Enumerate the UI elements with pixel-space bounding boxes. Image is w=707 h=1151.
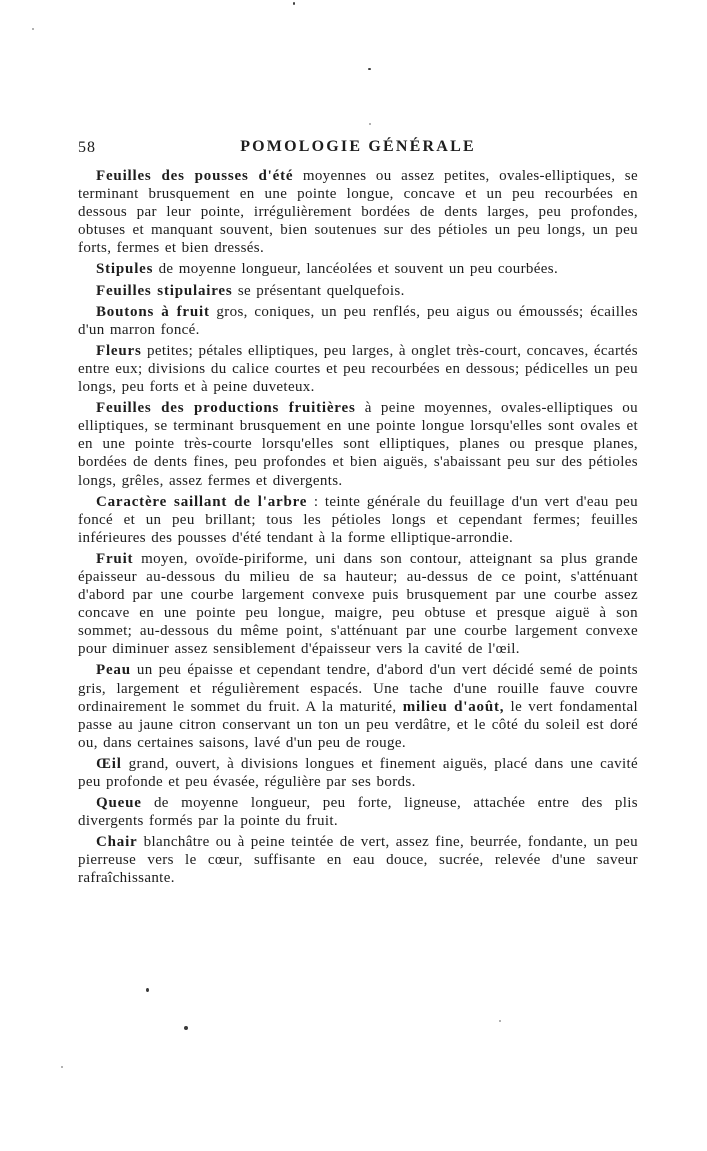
paragraph-lead: Feuilles stipulaires	[96, 282, 233, 299]
paragraph-text: de moyenne longueur, lancéolées et souvent un peu courbées.	[153, 261, 559, 278]
paragraph-text: grand, ouvert, à divisions longues et finement aiguës, placé dans une cavité peu profonde et peu évasée, régulière par ses bords.	[78, 755, 638, 790]
paragraph	[78, 167, 638, 257]
paragraph-lead: Fleurs	[96, 342, 142, 359]
paragraph	[78, 342, 638, 396]
paragraph-text: : teinte générale du feuillage d'un vert d'eau peu foncé et un peu brillant; tous les pétioles longs et cependant fermes; feuilles inférieures des pousses d'été tendant à la forme elliptique-arrondie.	[78, 493, 638, 546]
scan-speck	[32, 28, 34, 30]
scan-speck	[146, 988, 149, 992]
paragraph	[78, 260, 638, 278]
paragraph-text: se présentant quelquefois.	[232, 282, 405, 299]
page-body	[78, 167, 638, 891]
paragraph	[78, 794, 638, 830]
paragraph-lead: Stipules	[96, 261, 154, 278]
paragraph-text: moyennes ou assez petites, ovales-elliptiques, se terminant brusquement en une pointe longue, concave et un peu recourbées en dessous par leur pointe, irrégulièrement bordées de dents larges, peu profondes, obtuses et manquant souvent, bien soutenues sur des pétioles un peu longs, un peu forts, fermes et bien dressés.	[78, 168, 638, 257]
page-number: 58	[78, 139, 96, 156]
scan-speck	[293, 2, 295, 5]
page-header	[78, 138, 638, 160]
paragraph-text: moyen, ovoïde-piriforme, uni dans son contour, atteignant sa plus grande épaisseur au-dessous du milieu de sa hauteur; au-dessus de ce point, s'atténuant d'abord par une courbe largement convexe puis brusquement par une courbe assez concave en une pointe peu longue, maigre, peu obtuse et presque aiguë à son sommet; au-dessous du même point, s'atténuant par une courbe largement convexe pour diminuer assez sensiblement d'épaisseur vers la cavité de l'œil.	[78, 550, 638, 658]
paragraph-text: petites; pétales elliptiques, peu larges, à onglet très-court, concaves, écartés entre eux; divisions du calice courtes et peu recourbées en dessous; pédicelles un peu longs, peu forts et à peine duveteux.	[78, 342, 638, 396]
paragraph-lead: Œil	[96, 755, 122, 772]
paragraph	[78, 399, 638, 489]
paragraph-lead: milieu d'août,	[402, 698, 505, 715]
paragraph-text: à peine moyennes, ovales-elliptiques ou elliptiques, se terminant brusquement en une pointe longue lorsqu'elles sont ovales et en une pointe très-courte lorsqu'elles sont elliptiques, planes ou presque planes, bordées de dents fines, peu profondes et bien aiguës, s'abaissant peu sur des pétioles longs, grêles, assez fermes et divergents.	[78, 400, 638, 489]
paragraph	[78, 303, 638, 339]
scan-speck	[184, 1026, 188, 1030]
paragraph	[78, 661, 638, 751]
paragraph-lead: Feuilles des pousses d'été	[96, 168, 294, 184]
paragraph-lead: Chair	[96, 834, 138, 851]
paragraph	[78, 282, 638, 300]
paragraph	[78, 493, 638, 547]
paragraph-text: blanchâtre ou à peine teintée de vert, assez fine, beurrée, fondante, un peu pierreuse vers le cœur, suffisante en eau douce, sucrée, relevée d'une saveur rafraîchissante.	[78, 834, 638, 887]
running-title: POMOLOGIE GÉNÉRALE	[240, 138, 476, 155]
paragraph-lead: Queue	[96, 795, 142, 812]
paragraph-text: de moyenne longueur, peu forte, ligneuse, attachée entre des plis divergents formés par la pointe du fruit.	[78, 795, 638, 830]
paragraph	[78, 833, 638, 887]
paragraph-lead: Peau	[96, 662, 131, 679]
paragraph-lead: Fruit	[96, 550, 134, 567]
paragraph	[78, 550, 638, 659]
paragraph-lead: Boutons à fruit	[96, 303, 210, 320]
paragraph-text: le vert fondamental passe au jaune citron conservant un ton un peu verdâtre, et le côté du soleil est doré ou, dans certaines saisons, lavé d'un peu de rouge.	[78, 698, 639, 751]
scan-speck	[369, 123, 371, 125]
scan-speck	[368, 68, 371, 70]
paragraph-text: un peu épaisse et cependant tendre, d'abord d'un vert décidé semé de points gris, largement et régulièrement espacés. Une tache d'une rouille fauve couvre ordinairement le sommet du fruit. A la maturité,	[78, 662, 638, 715]
paragraph-text: gros, coniques, un peu renflés, peu aigus ou émoussés; écailles d'un marron foncé.	[78, 303, 638, 338]
paragraph-lead: Feuilles des productions fruitières	[96, 400, 356, 417]
scan-speck	[61, 1066, 63, 1068]
scan-speck	[499, 1020, 501, 1022]
paragraph	[78, 755, 638, 791]
paragraph-lead: Caractère saillant de l'arbre	[96, 493, 308, 510]
